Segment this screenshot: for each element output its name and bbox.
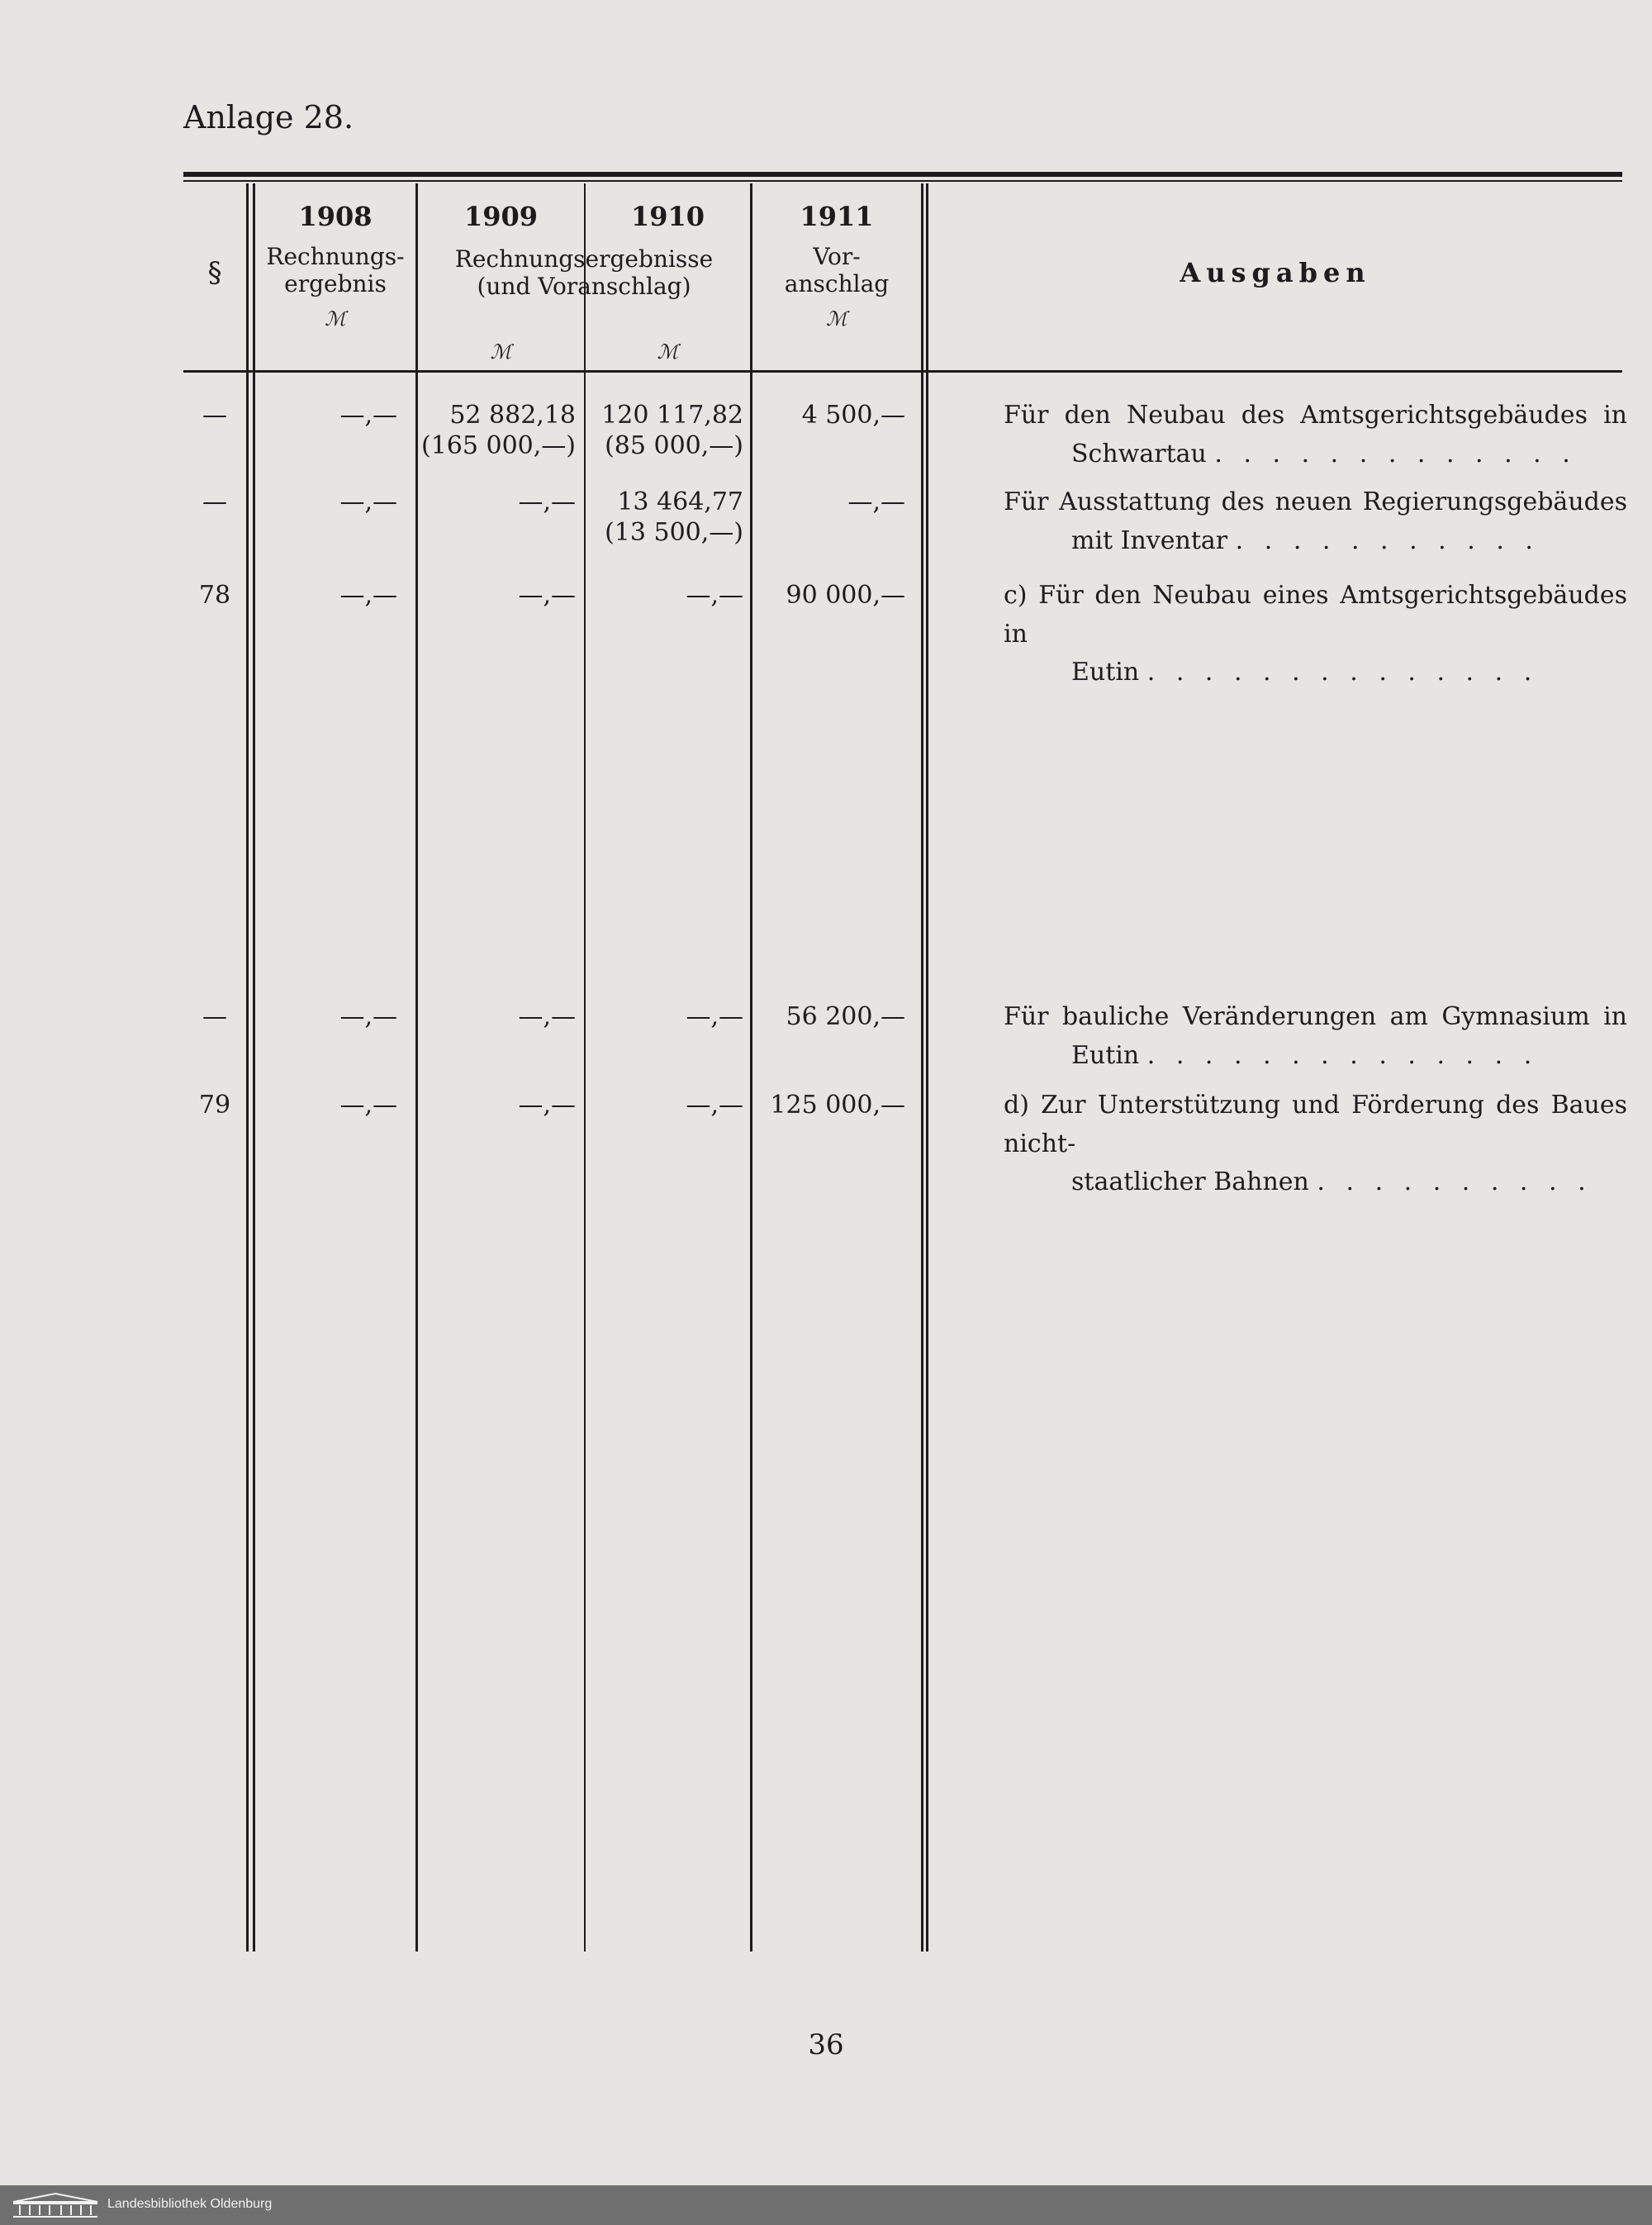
row-5-description [1004,1086,1627,1202]
row-5-1908: —,— [339,1091,397,1120]
row-4-1910: —,— [686,1002,743,1031]
library-building-icon [10,2192,101,2218]
row-3-leader-dots: . . . . . . . . . . . . . . [1146,658,1539,687]
header-1911-year: 1911 [800,201,874,232]
row-5-description-line-2 [1004,1163,1627,1202]
header-1908-unit: ℳ [325,307,346,330]
row-2-1910-value: 13 464,77 [617,487,743,516]
row-5-description-end: staatlicher Bahnen [1071,1167,1309,1196]
row-5-description-line-1: d) Zur Unterstützung und Förderung des Baues nicht- [1004,1091,1627,1158]
row-4-1908: —,— [339,1002,397,1031]
row-4-description-line-2 [1004,1037,1627,1076]
header-section-sign: § [207,256,222,289]
header-1908-label-2: ergebnis [284,269,387,297]
page-number: 36 [808,2028,844,2061]
row-3-1909: —,— [518,581,576,610]
row-5-section: 79 [198,1091,231,1120]
row-1-description [1004,397,1627,473]
header-expenses: Ausgaben [1180,257,1371,288]
row-2-leader-dots: . . . . . . . . . . . [1235,525,1540,555]
row-1-1910-value: 120 117,82 [601,401,743,430]
row-3-1911: 90 000,— [786,581,905,610]
header-1910-unit: ℳ [657,340,679,364]
row-1-leader-dots: . . . . . . . . . . . . . [1214,439,1577,468]
header-1911 [752,202,921,330]
header-1911-label-2: anschlag [784,269,890,297]
row-3-description-line-2 [1004,654,1627,692]
row-2-section: — [202,487,227,516]
header-1908-label-1: Rechnungs- [266,242,405,270]
column-divider [921,183,923,1952]
row-3-section: 78 [198,581,231,610]
header-1909-year: 1909 [463,201,539,232]
header-1911-label-1: Vor- [813,242,861,270]
header-1911-unit: ℳ [826,307,847,330]
row-4-section: — [202,1002,227,1031]
row-2-1909: —,— [518,487,576,516]
header-shared-label [418,245,750,300]
row-5-1911: 125 000,— [770,1091,905,1120]
footer-library-name: Landesbibliothek Oldenburg [107,2197,273,2211]
table-top-rule [183,172,1622,177]
row-2-1908: —,— [339,487,397,516]
row-2-1910 [586,487,743,548]
row-3-1910: —,— [686,581,743,610]
row-5-leader-dots: . . . . . . . . . . [1317,1167,1593,1196]
header-shared-label-2: (und Voranschlag) [477,273,691,301]
row-3-description-end: Eutin [1071,658,1140,687]
row-2-description-end: mit Inventar [1071,525,1228,555]
row-1-1910 [586,401,743,461]
row-2-description [1004,483,1627,560]
column-divider [926,183,928,1952]
row-3-description-line-1: c) Für den Neubau eines Amtsgerichtsgebäudes in [1004,581,1627,649]
row-4-description [1004,998,1627,1075]
column-divider [750,183,752,1952]
header-1908 [255,202,415,330]
row-4-leader-dots: . . . . . . . . . . . . . . [1146,1040,1539,1070]
row-1-description-end: Schwartau [1071,439,1207,468]
row-1-1910-estimate: (85 000,—) [605,430,743,460]
header-bottom-rule [183,370,1622,373]
row-1-1909-estimate: (165 000,—) [420,430,576,460]
row-4-description-end: Eutin [1071,1040,1140,1070]
row-1-section: — [202,401,227,430]
row-5-1910: —,— [686,1091,743,1120]
column-divider [246,183,249,1952]
row-4-description-line-1: Für bauliche Veränderungen am Gymnasium in [1004,1002,1627,1031]
row-2-description-line-2 [1004,522,1627,561]
column-divider [253,183,255,1952]
header-1910-year: 1910 [630,201,705,232]
header-1908-year: 1908 [298,201,373,232]
row-1-description-line-2 [1004,435,1627,474]
row-2-1910-estimate: (13 500,—) [605,517,743,547]
row-2-1911: —,— [847,487,905,516]
row-1-1911: 4 500,— [801,401,905,430]
annex-title: Anlage 28. [183,99,354,135]
row-3-description [1004,577,1627,692]
table-top-rule-thin [183,180,1622,182]
row-1-1909-value: 52 882,18 [449,401,576,430]
row-2-description-line-1: Für Ausstattung des neuen Regierungsgebäudes [1004,487,1627,516]
row-3-1908: —,— [339,581,397,610]
row-4-1911: 56 200,— [786,1002,905,1031]
footer-bar [0,2185,1652,2225]
row-1-description-line-1: Für den Neubau des Amtsgerichtsgebäudes in [1004,401,1627,430]
header-1909-unit: ℳ [490,340,512,364]
row-1-1908: —,— [339,401,397,430]
row-4-1909: —,— [518,1002,576,1031]
row-5-1909: —,— [518,1091,576,1120]
header-shared-label-1: Rechnungsergebnisse [454,245,714,273]
row-1-1909 [418,401,576,461]
